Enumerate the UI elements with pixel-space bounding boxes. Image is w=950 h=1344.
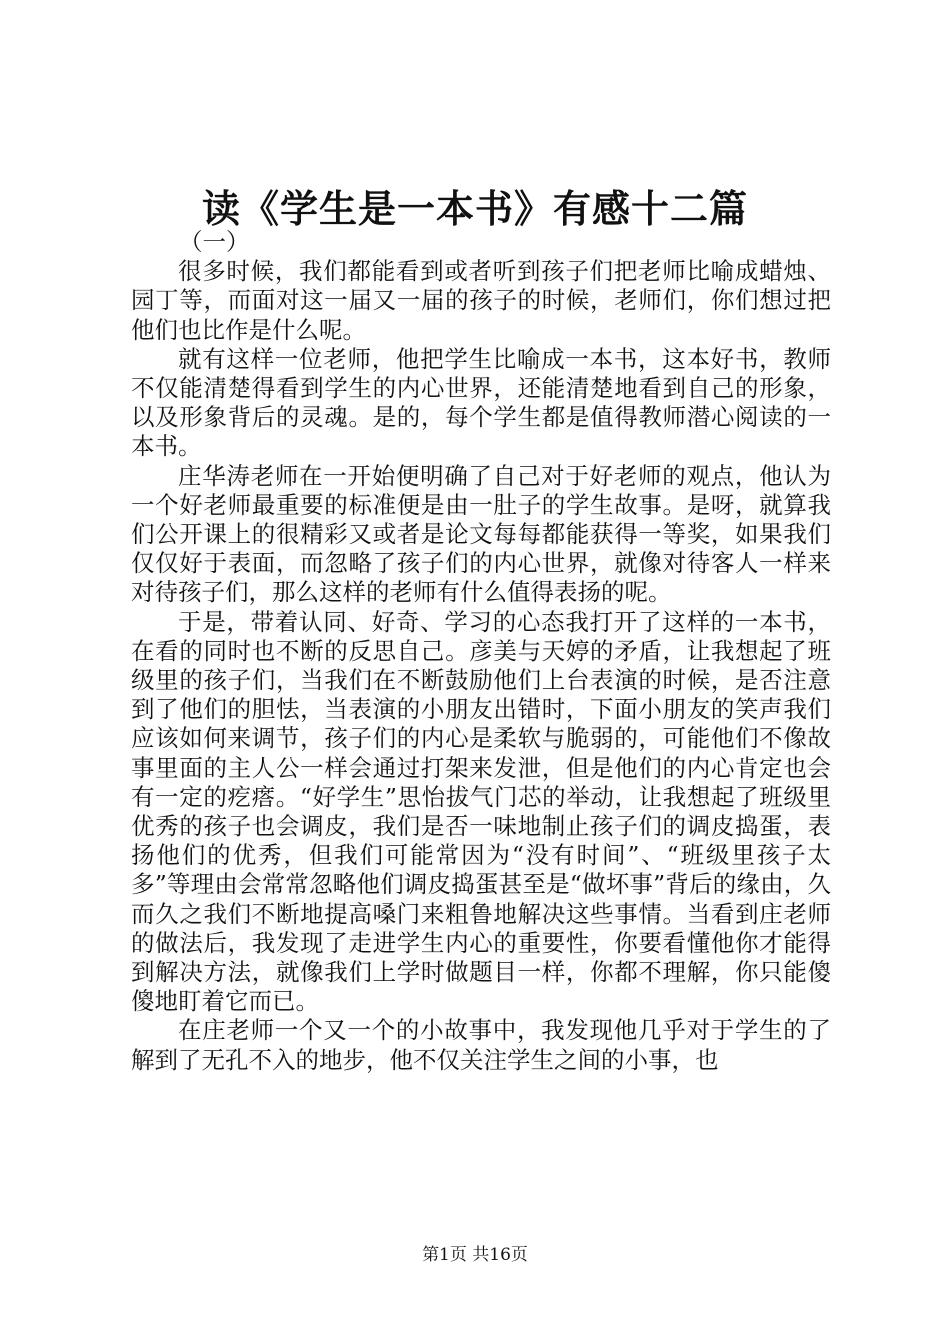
document-title: 读《学生是一本书》有感十二篇: [201, 186, 748, 231]
document-body: [131, 228, 831, 1075]
paragraph: 于是，带着认同、好奇、学习的心态我打开了这样的一本书，在看的同时也不断的反思自己。彦美与天婷的矛盾，让我想起了班级里的孩子们，当我们在不断鼓励他们上台表演的时候，是否注意到了他们的胆怯，当表演的小朋友出错时，下面小朋友的笑声我们应该如何来调节，孩子们的内心是柔软与脆弱的，可能他们不像故事里面的主人公一样会通过打架来发泄，但是他们的内心肯定也会有一定的疙瘩。“好学生”思怡拔气门芯的举动，让我想起了班级里优秀的孩子也会调皮，我们是否一味地制止孩子们的调皮捣蛋，表扬他们的优秀，但我们可能常因为“没有时间”、“班级里孩子太多”等理由会常常忽略他们调皮捣蛋甚至是“做坏事”背后的缘由，久而久之我们不断地提高嗓门来粗鲁地解决这些事情。当看到庄老师的做法后，我发现了走进学生内心的重要性，你要看懂他你才能得到解决方法，就像我们上学时做题目一样，你都不理解，你只能傻傻地盯着它而已。: [131, 607, 831, 1016]
paragraph: 就有这样一位老师，他把学生比喻成一本书，这本好书，教师不仅能清楚得看到学生的内心世界，还能清楚地看到自己的形象，以及形象背后的灵魂。是的，每个学生都是值得教师潜心阅读的一本书。: [131, 344, 831, 461]
page-footer: 第1页 共16页: [422, 1245, 528, 1265]
paragraph: 在庄老师一个又一个的小故事中，我发现他几乎对于学生的了解到了无孔不入的地步，他不仅关注学生之间的小事，也: [131, 1016, 831, 1074]
paragraph: 很多时候，我们都能看到或者听到孩子们把老师比喻成蜡烛、园丁等，而面对这一届又一届的孩子的时候，老师们，你们想过把他们也比作是什么呢。: [131, 257, 831, 344]
paragraph: 庄华涛老师在一开始便明确了自己对于好老师的观点，他认为一个好老师最重要的标准便是由一肚子的学生故事。是呀，就算我们公开课上的很精彩又或者是论文每每都能获得一等奖，如果我们仅仅好于表面，而忽略了孩子们的内心世界，就像对待客人一样来对待孩子们，那么这样的老师有什么值得表扬的呢。: [131, 461, 831, 607]
section-label: （一）: [179, 228, 250, 256]
